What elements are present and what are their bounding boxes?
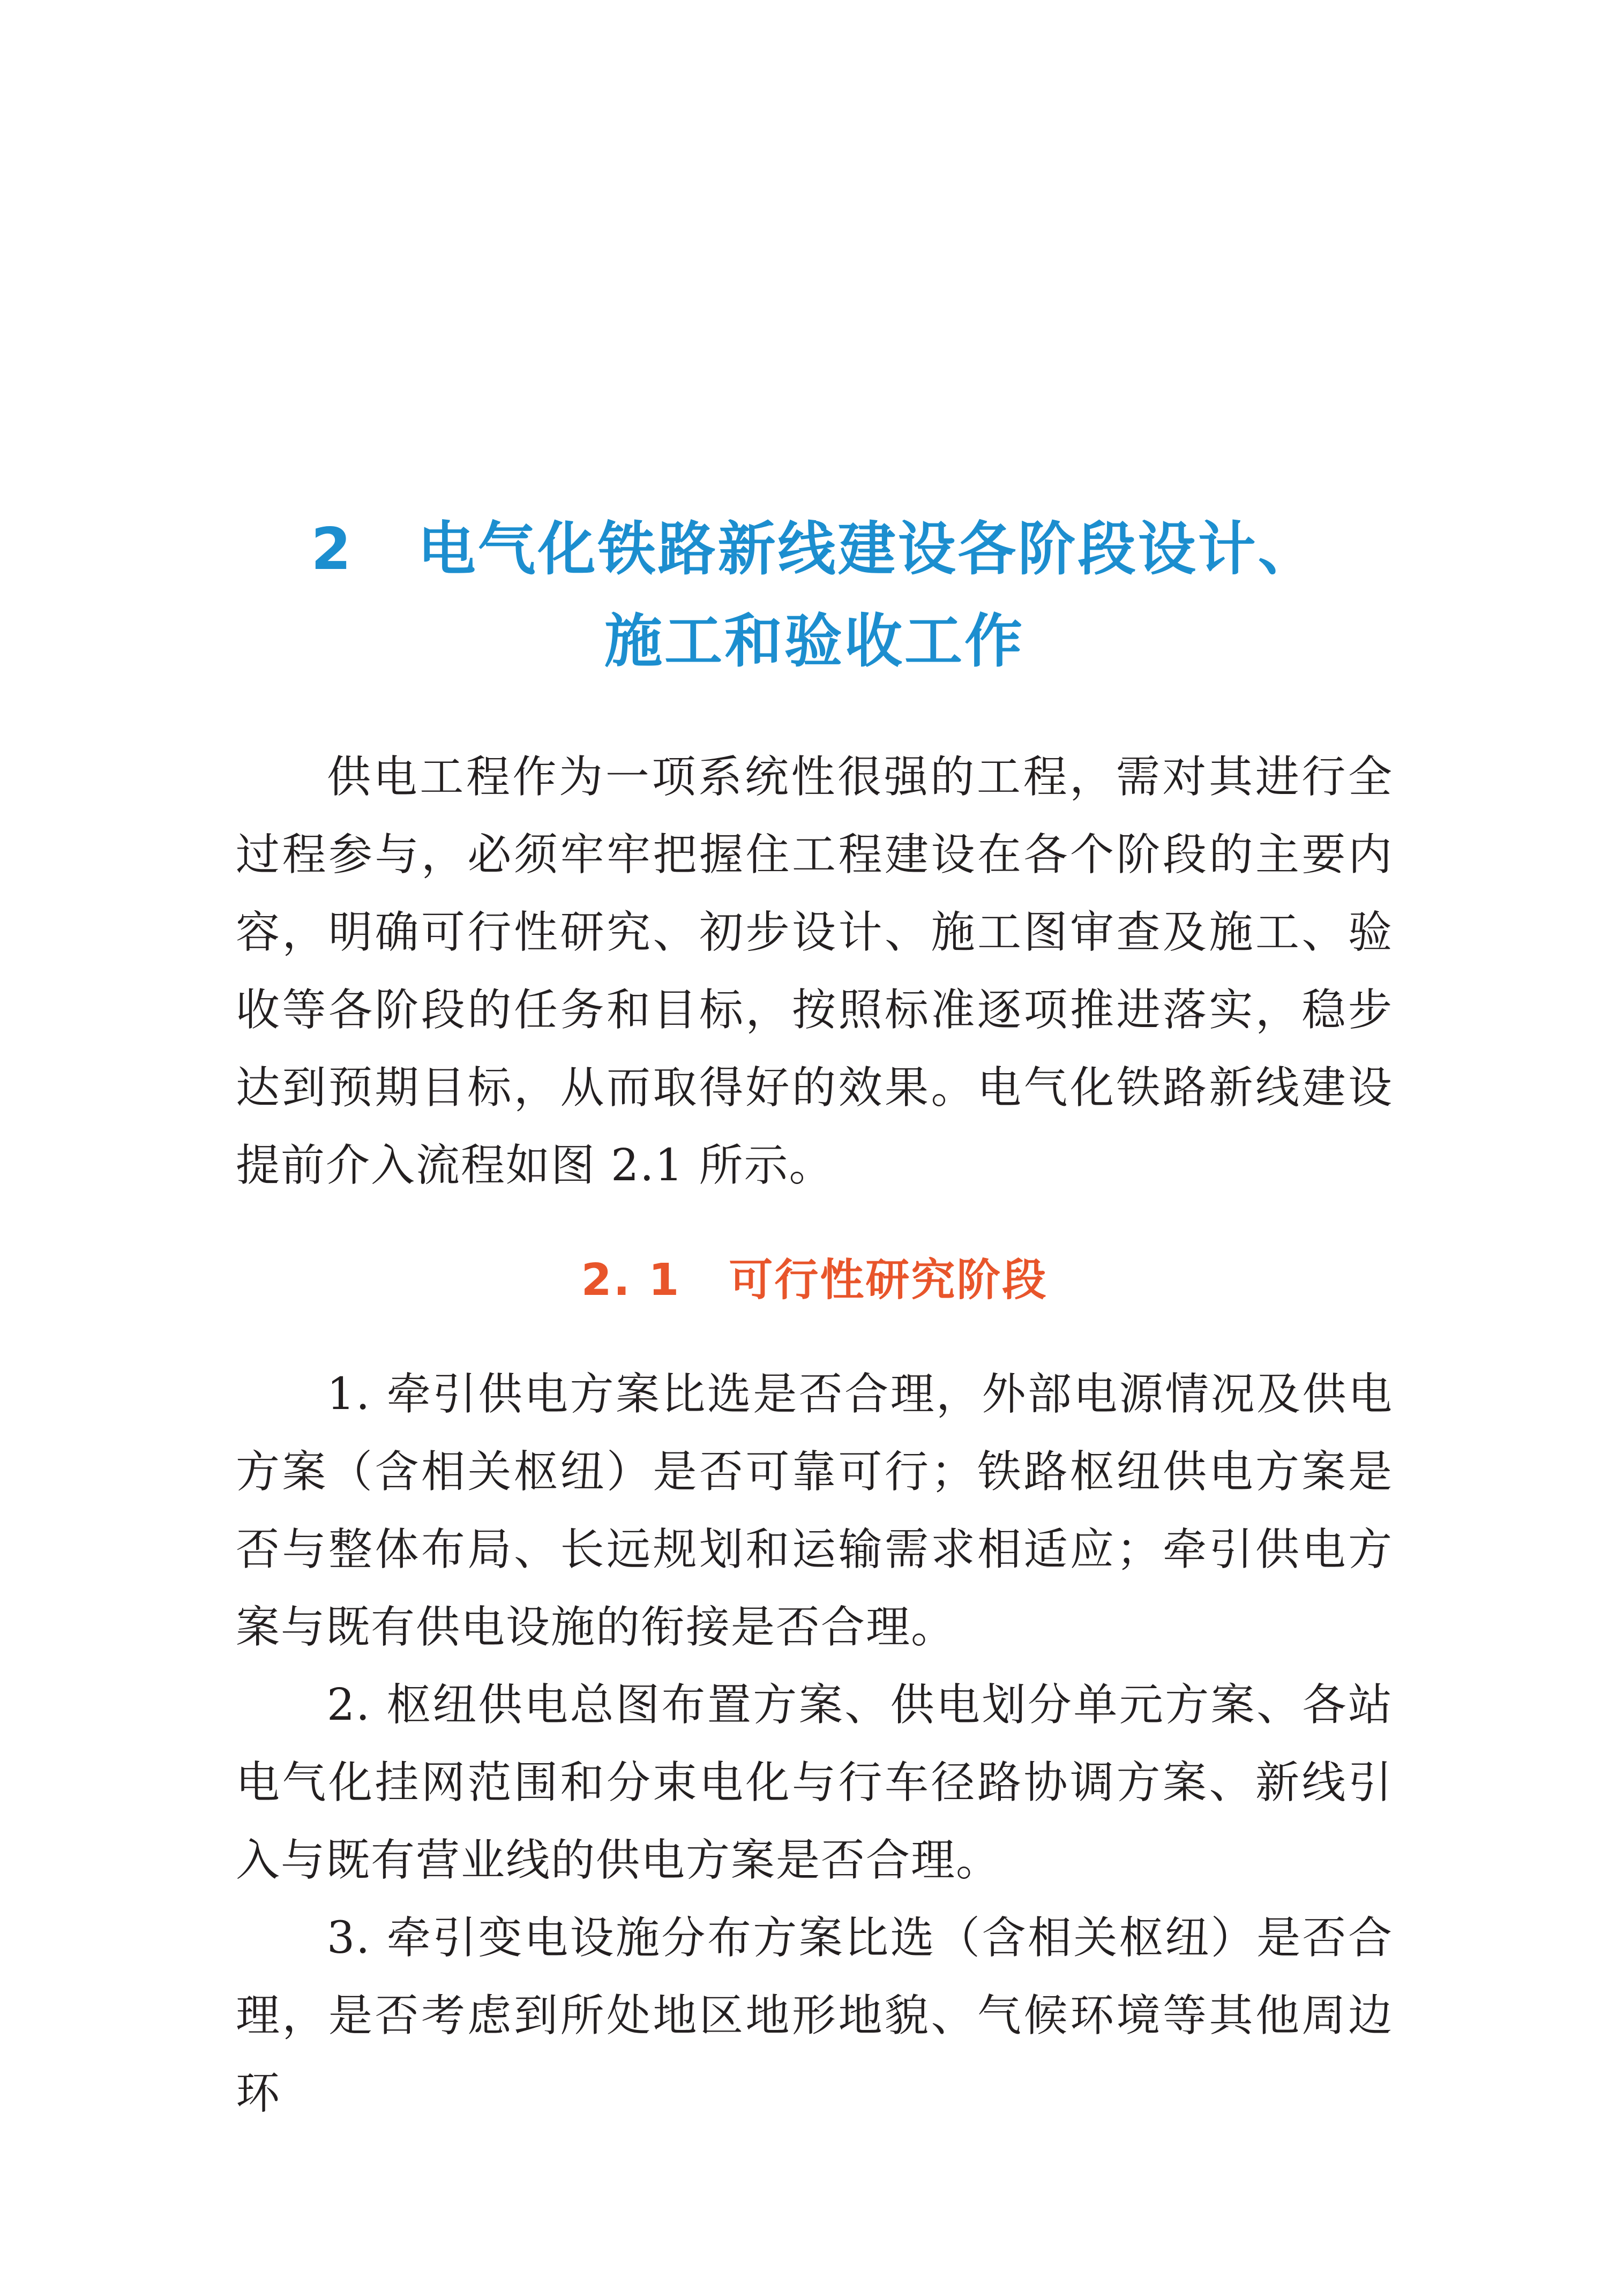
section-heading — [236, 1243, 1393, 1318]
chapter-title-line-1 — [236, 504, 1393, 596]
section-number: 2. 1 — [581, 1255, 681, 1306]
chapter-title — [236, 504, 1393, 688]
intro-paragraph: 供电工程作为一项系统性很强的工程，需对其进行全过程参与，必须牢牢把握住工程建设在各个阶段的主要内容，明确可行性研究、初步设计、施工图审查及施工、验收等各阶段的任务和目标，按照标准逐项推进落实，稳步达到预期目标，从而取得好的效果。电气化铁路新线建设提前介入流程如图 2.1 所示。 — [236, 752, 1393, 1191]
section-title: 可行性研究阶段 — [729, 1255, 1048, 1306]
list-item: 2. 枢纽供电总图布置方案、供电划分单元方案、各站电气化挂网范围和分束电化与行车径路协调方案、新线引入与既有营业线的供电方案是否合理。 — [236, 1680, 1393, 1886]
list-item: 1. 牵引供电方案比选是否合理，外部电源情况及供电方案（含相关枢纽）是否可靠可行；铁路枢纽供电方案是否与整体布局、长远规划和运输需求相适应；牵引供电方案与既有供电设施的衔接是否合理。 — [236, 1369, 1393, 1653]
chapter-number: 2 — [311, 516, 354, 583]
chapter-title-text-1: 电气化铁路新线建设各阶段设计、 — [417, 516, 1318, 583]
chapter-title-line-2: 施工和验收工作 — [604, 608, 1024, 675]
intro-section — [236, 738, 1393, 1204]
item-list — [236, 1355, 1393, 2132]
list-item: 3. 牵引变电设施分布方案比选（含相关枢纽）是否合理，是否考虑到所处地区地形地貌、气候环境等其他周边环 — [236, 1913, 1393, 2119]
